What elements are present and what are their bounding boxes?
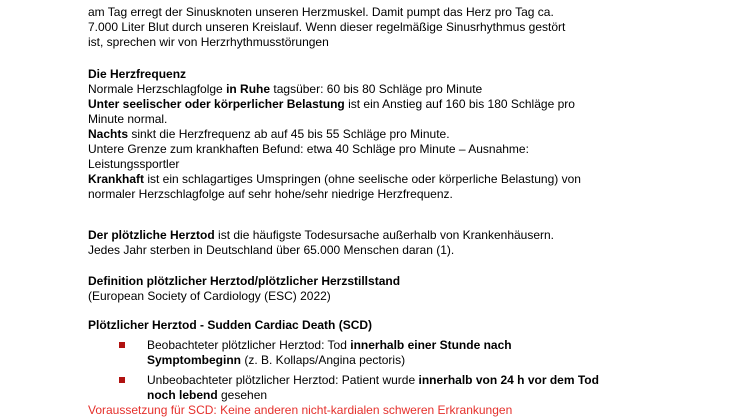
text-run-bold: noch lebend bbox=[147, 388, 218, 402]
scd-section bbox=[88, 318, 726, 418]
list-item-unobserved-scd bbox=[88, 373, 726, 403]
text-run: normaler Herzschlagfolge auf sehr hohe/sehr niedrige Herzfrequenz. bbox=[88, 187, 453, 201]
sudden-death-paragraph bbox=[88, 228, 726, 258]
bullet-square-icon bbox=[119, 377, 125, 383]
text-line bbox=[147, 338, 726, 353]
text-run: (European Society of Cardiology (ESC) 2022) bbox=[88, 289, 331, 303]
text-line bbox=[88, 172, 726, 187]
text-line bbox=[88, 142, 726, 157]
text-run-bold: Unter seelischer oder körperlicher Belastung bbox=[88, 97, 345, 111]
text-line bbox=[88, 243, 726, 258]
text-run: Jedes Jahr sterben in Deutschland über 65.000 Menschen daran (1). bbox=[88, 243, 455, 257]
text-run: Normale Herzschlagfolge bbox=[88, 82, 227, 96]
text-run-bold: Krankhaft bbox=[88, 172, 145, 186]
text-run-bold: Symptombeginn bbox=[147, 353, 242, 367]
bullet-square-icon bbox=[119, 342, 125, 348]
text-run-bold: in Ruhe bbox=[226, 82, 271, 96]
section-heading bbox=[88, 274, 726, 289]
text-line bbox=[88, 5, 726, 20]
text-line bbox=[147, 373, 726, 388]
definition-section bbox=[88, 274, 726, 304]
text-run: ist die häufigste Todesursache außerhalb von Krankenhäusern. bbox=[214, 228, 555, 242]
text-line bbox=[88, 35, 726, 50]
text-run: sinkt die Herzfrequenz ab auf 45 bis 55 Schläge pro Minute. bbox=[128, 127, 450, 141]
text-run: ist, sprechen wir von Herzrhythmusstörungen bbox=[88, 35, 329, 49]
text-line bbox=[88, 187, 726, 202]
text-run: am Tag erregt der Sinusknoten unseren Herzmuskel. Damit pumpt das Herz pro Tag ca. bbox=[88, 5, 554, 19]
text-line bbox=[88, 127, 726, 142]
scd-requirement-note bbox=[88, 403, 726, 418]
text-run-bold: Nachts bbox=[88, 127, 129, 141]
text-run: ist ein schlagartiges Umspringen (ohne seelische oder körperliche Belastung) von bbox=[144, 172, 581, 186]
section-heading bbox=[88, 67, 726, 82]
text-run-bold: innerhalb einer Stunde nach bbox=[350, 338, 512, 352]
text-run: 7.000 Liter Blut durch unseren Kreislauf. Wenn dieser regelmäßige Sinusrhythmus gestört bbox=[88, 20, 566, 34]
source-line bbox=[88, 289, 726, 304]
heading-text: Definition plötzlicher Herztod/plötzlicher Herzstillstand bbox=[88, 274, 401, 288]
text-run: gesehen bbox=[217, 388, 268, 402]
text-run: Untere Grenze zum krankhaften Befund: etwa 40 Schläge pro Minute – Ausnahme: bbox=[88, 142, 529, 156]
text-line bbox=[88, 157, 726, 172]
text-line bbox=[88, 228, 726, 243]
intro-paragraph bbox=[88, 5, 726, 50]
text-line bbox=[88, 20, 726, 35]
text-line bbox=[88, 112, 726, 127]
list-item-observed-scd bbox=[88, 338, 726, 368]
text-run: Beobachteter plötzlicher Herztod: Tod bbox=[147, 338, 351, 352]
text-run-bold: innerhalb von 24 h vor dem Tod bbox=[418, 373, 599, 387]
section-heading bbox=[88, 318, 726, 333]
text-run: tagsüber: 60 bis 80 Schläge pro Minute bbox=[270, 82, 483, 96]
text-run: Unbeobachteter plötzlicher Herztod: Patient wurde bbox=[147, 373, 419, 387]
text-line bbox=[147, 388, 726, 403]
text-run: Voraussetzung für SCD: Keine anderen nicht-kardialen schweren Erkrankungen bbox=[88, 403, 513, 417]
text-line bbox=[88, 97, 726, 112]
heading-text: Die Herzfrequenz bbox=[88, 67, 187, 81]
text-run: ist ein Anstieg auf 160 bis 180 Schläge pro bbox=[344, 97, 575, 111]
text-run: (z. B. Kollaps/Angina pectoris) bbox=[241, 353, 406, 367]
heading-text: Plötzlicher Herztod - Sudden Cardiac Death (SCD) bbox=[88, 318, 373, 332]
text-run: Minute normal. bbox=[88, 112, 168, 126]
text-run: Leistungssportler bbox=[88, 157, 180, 171]
text-run-bold: Der plötzliche Herztod bbox=[88, 228, 215, 242]
text-line bbox=[147, 353, 726, 368]
text-line bbox=[88, 82, 726, 97]
heart-rate-section bbox=[88, 67, 726, 202]
